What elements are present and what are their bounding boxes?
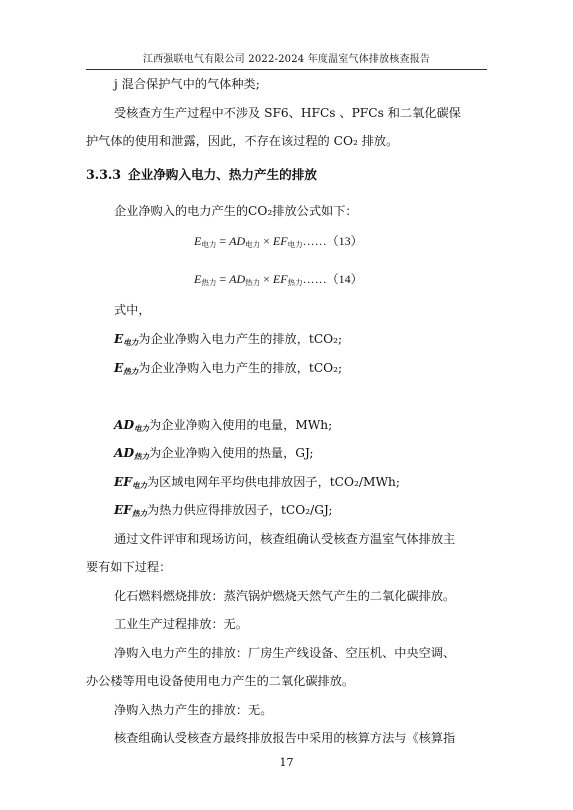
definition-text: 为区域电网年平均供电排放因子，tCO₂/MWh; bbox=[146, 475, 400, 489]
text-line: 要有如下过程： bbox=[86, 560, 172, 574]
definition-text: 为企业净购入使用的电量，MWh; bbox=[149, 418, 333, 432]
definition-subscript: 电力 bbox=[123, 338, 139, 347]
definition-subscript: 热力 bbox=[134, 452, 150, 461]
definition-symbol: AD bbox=[114, 418, 135, 432]
formula-symbol: E bbox=[194, 272, 202, 286]
section-number: 3.3.3 bbox=[86, 167, 122, 182]
formula-subscript: 电力 bbox=[201, 240, 217, 249]
definition-text: 为企业净购入电力产生的排放，tCO₂; bbox=[138, 361, 343, 375]
formula-operator: = bbox=[216, 272, 230, 286]
definition-text: 为企业净购入使用的热量，GJ; bbox=[149, 446, 314, 460]
formula-subscript: 热力 bbox=[245, 278, 261, 287]
definition-symbol: AD bbox=[114, 446, 135, 460]
definition-subscript: 电力 bbox=[131, 481, 147, 490]
text-line: 净购入热力产生的排放：无。 bbox=[114, 703, 273, 717]
definition-ef-electricity bbox=[114, 474, 400, 494]
text-line: 核查组确认受核查方最终排放报告中采用的核算方法与《核算指 bbox=[114, 731, 456, 745]
definition-symbol: E bbox=[114, 332, 124, 346]
definition-subscript: 热力 bbox=[123, 367, 139, 376]
formula-symbol: E bbox=[194, 234, 202, 248]
formula-subscript: 热力 bbox=[201, 278, 217, 287]
formula-14 bbox=[194, 270, 363, 288]
page-header: 江西强联电气有限公司 2022-2024 年度温室气体排放核查报告 bbox=[86, 50, 487, 70]
definition-ad-heat bbox=[114, 445, 314, 465]
text-line: 净购入电力产生的排放：厂房生产线设备、空压机、中央空调、 bbox=[114, 646, 456, 660]
page-number: 17 bbox=[279, 756, 294, 769]
definition-symbol: EF bbox=[114, 475, 132, 489]
formula-tail: ……（13） bbox=[302, 234, 363, 248]
text-line: 化石燃料燃烧排放：蒸汽锅炉燃烧天然气产生的二氧化碳排放。 bbox=[114, 589, 456, 603]
formula-symbol: AD bbox=[229, 272, 246, 286]
formula-subscript: 热力 bbox=[287, 278, 303, 287]
formula-operator: × bbox=[260, 272, 273, 286]
formula-subscript: 电力 bbox=[287, 240, 303, 249]
definition-ad-electricity bbox=[114, 417, 332, 437]
definition-subscript: 电力 bbox=[134, 424, 150, 433]
formula-symbol: AD bbox=[229, 234, 246, 248]
formula-operator: = bbox=[216, 234, 230, 248]
section-title: 企业净购入电力、热力产生的排放 bbox=[128, 167, 317, 182]
definition-e-electricity bbox=[114, 331, 342, 351]
definition-ef-heat bbox=[114, 502, 332, 522]
text-line: 式中， bbox=[114, 303, 151, 317]
text-line: 工业生产过程排放：无。 bbox=[114, 617, 249, 631]
text-line: j 混合保护气中的气体种类; bbox=[114, 77, 260, 91]
text-line: 受核查方生产过程中不涉及 SF6、HFCs 、PFCs 和二氧化碳保 bbox=[114, 106, 461, 120]
text-line: 通过文件评审和现场访问，核查组确认受核查方温室气体排放主 bbox=[114, 532, 456, 546]
formula-tail: ……（14） bbox=[302, 272, 363, 286]
text-line: 护气体的使用和泄露，因此，不存在该过程的 CO₂ 排放。 bbox=[86, 134, 399, 148]
definition-symbol: E bbox=[114, 361, 124, 375]
definition-text: 为企业净购入电力产生的排放，tCO₂; bbox=[138, 332, 343, 346]
formula-subscript: 电力 bbox=[245, 240, 261, 249]
text-line: 企业净购入的电力产生的CO₂排放公式如下： bbox=[114, 204, 358, 218]
formula-13 bbox=[194, 232, 363, 250]
section-heading bbox=[86, 167, 317, 183]
definition-text: 为热力供应得排放因子，tCO₂/GJ; bbox=[146, 503, 333, 517]
definition-e-heat bbox=[114, 360, 342, 380]
definition-subscript: 热力 bbox=[131, 509, 147, 518]
formula-operator: × bbox=[260, 234, 273, 248]
text-line: 办公楼等用电设备使用电力产生的二氧化碳排放。 bbox=[86, 674, 355, 688]
formula-symbol: EF bbox=[272, 272, 288, 286]
formula-symbol: EF bbox=[272, 234, 288, 248]
definition-symbol: EF bbox=[114, 503, 132, 517]
